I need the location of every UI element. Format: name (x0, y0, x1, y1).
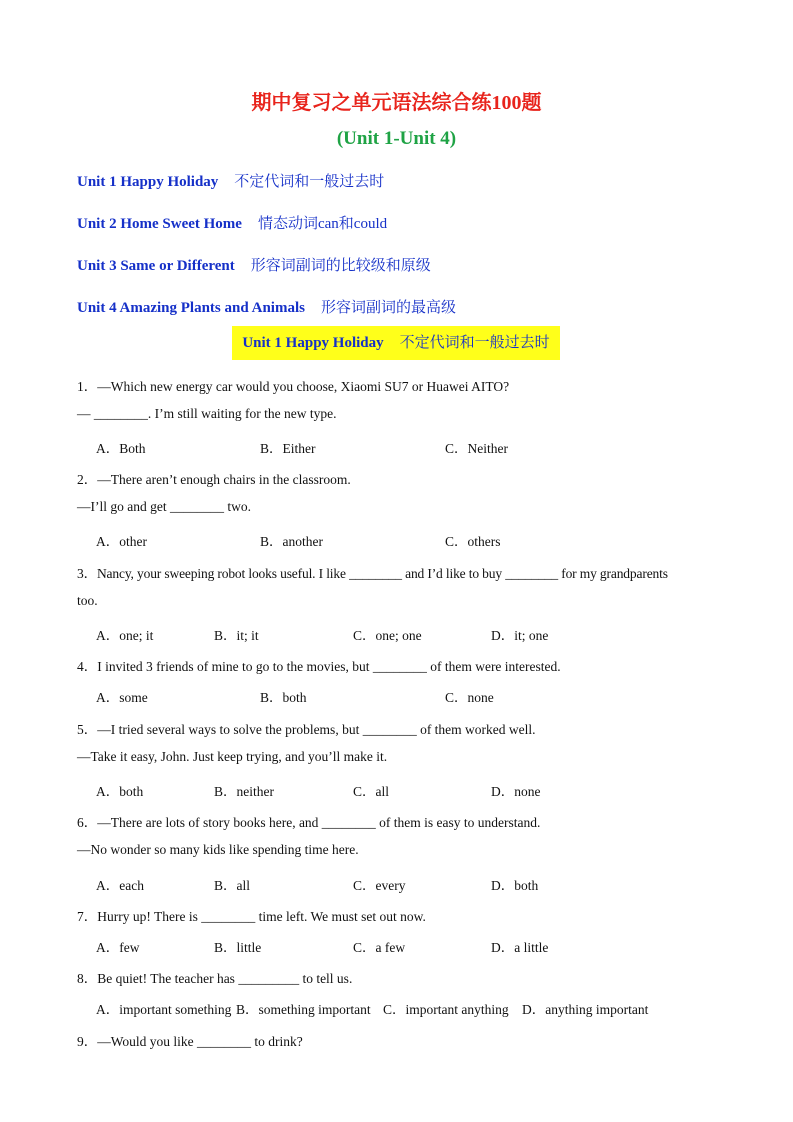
unit-4-line (77, 296, 456, 317)
q5-option-d: D．none (491, 784, 541, 799)
q8-option-d: D．anything important (522, 1002, 649, 1017)
unit-1-grammar: 不定代词和一般过去时 (234, 174, 385, 190)
page-subtitle: (Unit 1-Unit 4) (336, 128, 457, 149)
q6-option-b: B．all (214, 878, 250, 893)
question-7-text: 7．Hurry up! There is ________ time left. We must set out now. (77, 909, 426, 924)
question-8-text: 8．Be quiet! The teacher has _________ to tell us. (77, 971, 353, 986)
question-1-text: 1．—Which new energy car would you choose, Xiaomi SU7 or Huawei AITO? (77, 379, 510, 394)
unit-3-line (77, 254, 431, 275)
page-title: 期中复习之单元语法综合练100题 (251, 92, 542, 114)
q7-option-b: B．little (214, 940, 262, 955)
q7-option-d: D．a little (491, 940, 549, 955)
q6-option-a: A．each (96, 878, 144, 893)
q5-option-a: A．both (96, 784, 144, 799)
question-5-text: 5．—I tried several ways to solve the problems, but ________ of them worked well. (77, 722, 536, 737)
unit-2-line (77, 212, 387, 233)
question-5-reply: —Take it easy, John. Just keep trying, and you’ll make it. (77, 749, 388, 764)
unit-3-name: Unit 3 Same or Different (77, 258, 235, 274)
unit-2-grammar: 情态动词can和could (257, 216, 388, 232)
question-2-reply: —I’ll go and get ________ two. (77, 499, 251, 514)
q1-option-b: B．Either (260, 441, 316, 456)
unit-2-name: Unit 2 Home Sweet Home (77, 216, 242, 232)
q6-option-c: C．every (353, 878, 406, 893)
question-4-text: 4．I invited 3 friends of mine to go to the movies, but ________ of them were interested. (77, 659, 561, 674)
q3-option-d: D．it; one (491, 628, 549, 643)
question-3-continued: too. (77, 593, 98, 608)
q1-option-c: C．Neither (445, 441, 508, 456)
q2-option-b: B．another (260, 534, 323, 549)
question-6-reply: —No wonder so many kids like spending time here. (77, 842, 359, 857)
q1-option-a: A．Both (96, 441, 146, 456)
q8-option-c: C．important anything (383, 1002, 509, 1017)
section-name: Unit 1 Happy Holiday (242, 335, 384, 351)
q3-option-b: B．it; it (214, 628, 259, 643)
q3-option-c: C．one; one (353, 628, 422, 643)
q6-option-d: D．both (491, 878, 539, 893)
q3-option-a: A．one; it (96, 628, 154, 643)
q5-option-c: C．all (353, 784, 389, 799)
question-9-text: 9．—Would you like ________ to drink? (77, 1034, 303, 1049)
q2-option-a: A．other (96, 534, 147, 549)
unit-1-line (77, 170, 384, 191)
question-6-text: 6．—There are lots of story books here, and ________ of them is easy to understand. (77, 815, 541, 830)
question-1-reply: — ________. I’m still waiting for the new type. (77, 406, 337, 421)
q4-option-a: A．some (96, 690, 148, 705)
question-2-text: 2．—There aren’t enough chairs in the classroom. (77, 472, 351, 487)
q2-option-c: C．others (445, 534, 501, 549)
q4-option-b: B．both (260, 690, 307, 705)
q5-option-b: B．neither (214, 784, 274, 799)
unit-3-grammar: 形容词副词的比较级和原级 (250, 258, 431, 274)
section-heading (232, 326, 560, 360)
q7-option-c: C．a few (353, 940, 406, 955)
q4-option-c: C．none (445, 690, 494, 705)
question-3-text: 3．Nancy, your sweeping robot looks useful. I like ________ and I’d like to buy ________ for my grandparents (77, 566, 668, 581)
q7-option-a: A．few (96, 940, 140, 955)
q8-option-b: B．something important (236, 1002, 371, 1017)
section-grammar: 不定代词和一般过去时 (399, 335, 550, 351)
unit-4-name: Unit 4 Amazing Plants and Animals (77, 300, 305, 316)
q8-option-a: A．important something (96, 1002, 232, 1017)
unit-1-name: Unit 1 Happy Holiday (77, 174, 219, 190)
unit-4-grammar: 形容词副词的最高级 (320, 300, 456, 316)
